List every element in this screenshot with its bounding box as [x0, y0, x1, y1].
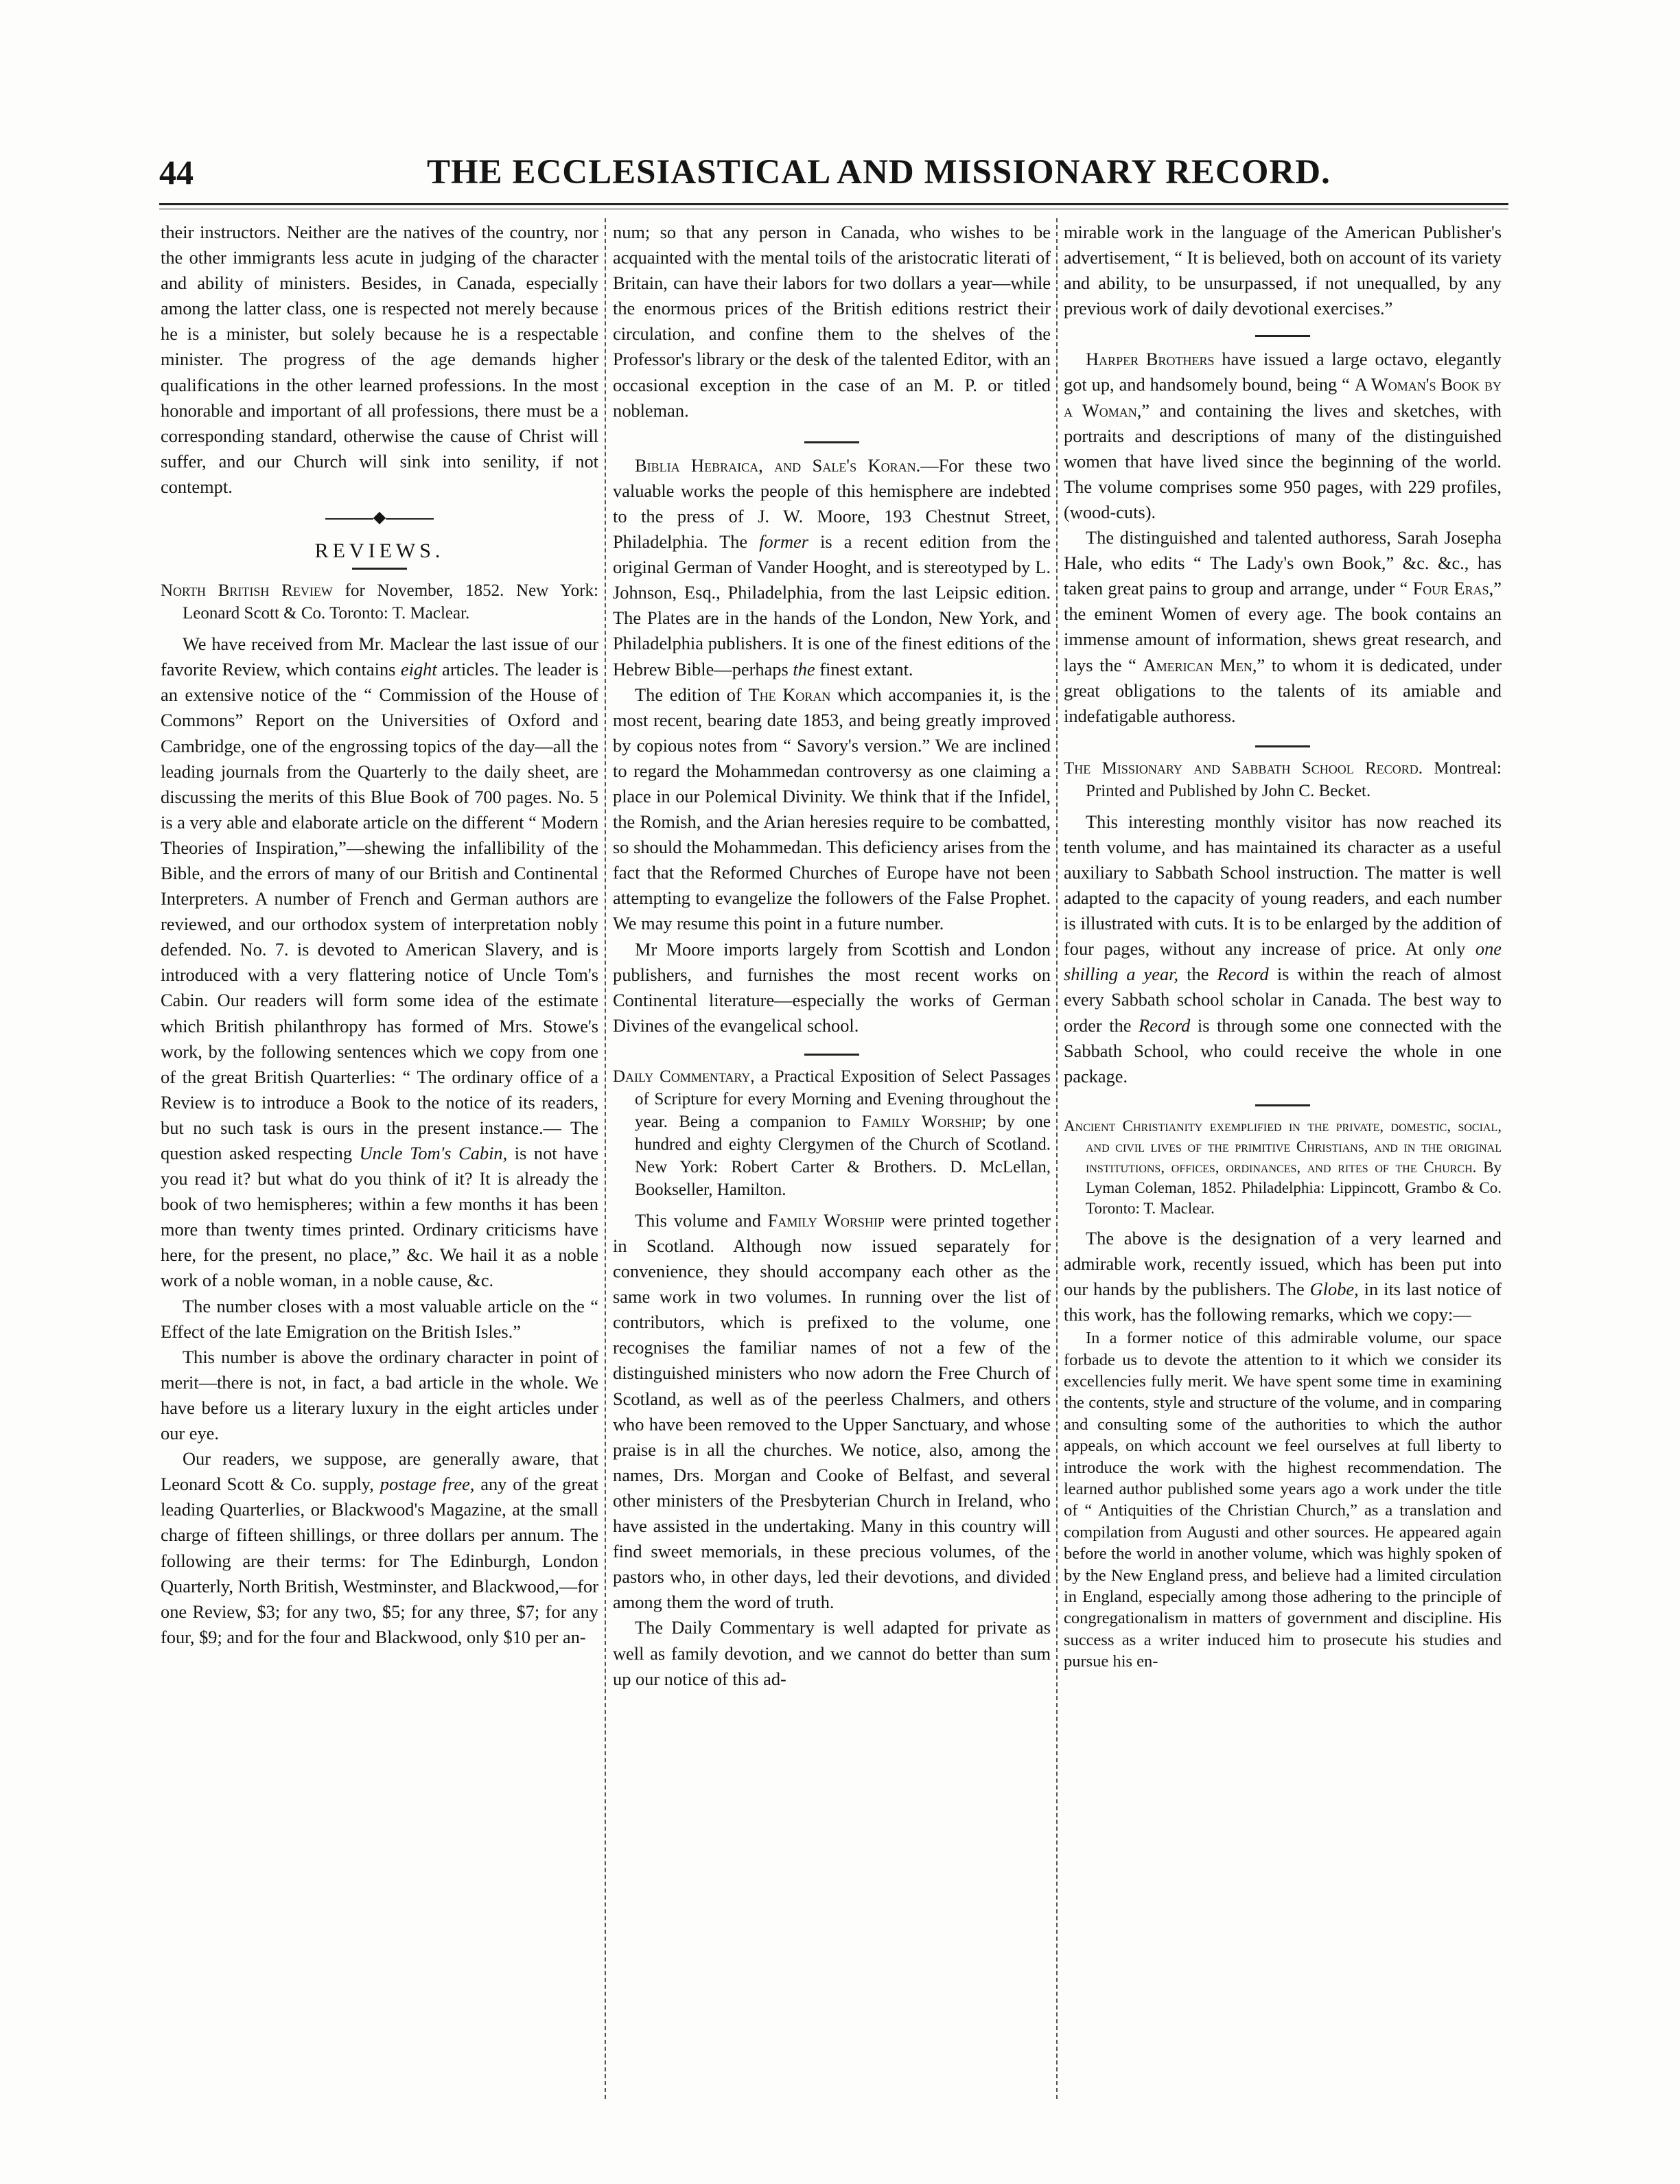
review-details: Montreal: Printed and Published by John C. Becket.	[1086, 758, 1502, 800]
review-entry-north-british	[161, 579, 598, 625]
column-2	[613, 220, 1051, 2141]
review-entry-missionary-record	[1064, 757, 1502, 802]
text-run: the	[1178, 964, 1217, 985]
review-details: a Practical Exposition of Select Passages of Scripture for every Morning and Evening throughout the year. Being a companion to	[635, 1067, 1051, 1131]
paragraph: their instructors. Neither are the natives of the country, nor the other immigrants less acute in judging of the character and ability of ministers. Besides, in Canada, especially among the latter class, one is respected not merely because he is a minister, but solely because he is a respectable minister. The progress of the age demands higher qualifications in the other learned professions. In the most honorable and important of all professions, there must be a corresponding standard, otherwise the cause of Christ will suffer, and our Church will sink into senility, if not contempt.	[161, 222, 598, 497]
text-run: We have received from Mr. Maclear the last issue of our favorite Review, which contains	[161, 634, 598, 680]
paragraph: mirable work in the language of the American Publisher's advertisement, “ It is believed, both on account of its variety and ability, to be unsurpassed, if not unequalled, by any previous work of daily devotional exercises.”	[1064, 222, 1502, 319]
column-1	[161, 220, 598, 2141]
paragraph: The number closes with a most valuable article on the “ Effect of the late Emigration on the British Isles.”	[161, 1295, 598, 1342]
text-run-smallcaps: Family Worship	[767, 1209, 885, 1231]
review-title: The Missionary and Sabbath School Record.	[1064, 758, 1423, 778]
paragraph: The Daily Commentary is well adapted for private as well as family devotion, and we cannot do better than sum up our notice of this ad-	[613, 1617, 1051, 1689]
text-run: is not have you read it? but what do you think of it? It is already the book of two hemispheres; within a few months it has been more than twenty times printed. Ordinary criticisms have here, for the present, no place,” &c. We hail it as a noble work of a noble woman, in a noble cause, &c.	[161, 1143, 598, 1291]
text-run-italic: one shilling a year,	[1064, 938, 1502, 985]
text-run: is a recent edition from the original German of Vander Hooght, and is stereotyped by L. Johnson, Esq., Philadelphia, from the last Leipsic edition. The Plates are in the hands of the London, New York, and Philadelphia publishers. It is one of the finest editions of the Hebrew Bible—perhaps	[613, 531, 1051, 679]
text-run: ” and containing the lives and sketches, with portraits and descriptions of many of the distinguished women that have lived since the beginning of the world. The volume comprises some 950 pages, with 229 profiles, (wood-cuts).	[1064, 399, 1502, 522]
review-title: North British Review	[161, 581, 333, 601]
text-run-smallcaps: Family Worship	[861, 1112, 982, 1131]
page-number: 44	[159, 153, 194, 191]
text-run: The edition of	[635, 684, 749, 705]
review-title: Biblia Hebraica, and Sale's Koran.	[635, 454, 921, 476]
text-run-italic: Uncle Tom's Cabin,	[359, 1143, 508, 1163]
text-run-smallcaps: The Koran	[748, 684, 831, 705]
text-run-italic: Record	[1139, 1014, 1191, 1036]
column-3	[1064, 220, 1502, 2141]
text-run-italic: former	[759, 531, 809, 553]
text-run: any of the great leading Quarterlies, or Blackwood's Magazine, at the small charge of fifteen shillings, or three dollars per annum. The following are their terms: for The Edinburgh, London Quarterly, North British, Westminster, and Blackwood,—for one Review, $3; for any two, $5; for any three, $7; for any four, $9; and for the four and Blackwood, only $10 per an-	[161, 1474, 598, 1647]
review-details: ; by one hundred and eighty Clergymen of the Church of Scotland. New York: Robert Carter & Brothers. D. McLellan, Bookseller, Hamilton.	[635, 1112, 1051, 1199]
text-run-italic: the	[793, 658, 815, 679]
review-entry-ancient-christianity	[1064, 1116, 1502, 1219]
text-run: is within the reach of almost every Sabbath school scholar in Canada. The best way to order the	[1064, 964, 1502, 1036]
text-run-smallcaps: Four Eras,	[1412, 578, 1494, 599]
text-run-smallcaps: American Men,	[1143, 654, 1257, 675]
text-run: The above is the designation of a very learned and admirable work, recently issued, which has been put into our hands by the publishers. The	[1064, 1227, 1502, 1299]
paragraph	[1064, 525, 1502, 729]
text-run: finest extant.	[815, 658, 913, 679]
text-run-italic: eight	[400, 659, 437, 680]
ornament-divider: ◆	[161, 509, 598, 526]
short-rule	[1255, 1104, 1310, 1106]
paragraph	[613, 682, 1051, 937]
paragraph: Mr Moore imports largely from Scottish and London publishers, and furnishes the most recent works on Continental literature—especially the works of German Divines of the evangelical school.	[613, 938, 1051, 1036]
text-run: is through some one connected with the Sabbath School, who could receive the whole in one package.	[1064, 1014, 1502, 1087]
column-divider	[605, 218, 606, 2099]
paragraph	[161, 631, 598, 1293]
section-heading-reviews: REVIEWS.	[314, 539, 445, 563]
text-run: articles. The leader is an extensive notice of the “ Commission of the House of Commons” Report on the Universities of Oxford and Cambridge, one of the engrossing topics of the day—all the leading journals from the Quarterly to the daily sheet, are discussing the merits of this Blue Book of 700 pages. No. 5 is a very able and elaborate article on the different “ Modern Theories of Inspiration,”—shewing the infallibility of the Bible, and the errors of many of our British and Continental Interpreters. A number of French and German authors are reviewed, and our orthodox system of interpretation nobly defended. No. 7. is devoted to American Slavery, and is introduced with a very flattering notice of Uncle Tom's Cabin. Our readers will form some idea of the estimate which British philanthropy has formed of Mrs. Stowe's work, by the following sentences which we copy from one of the great British Quarterlies: “ The ordinary office of a Review is to introduce a Book to the notice of its readers, but no such task is ours in the present instance.— The question asked respecting	[161, 659, 598, 1163]
text-run-italic: Globe,	[1309, 1279, 1359, 1299]
text-run-italic: Record	[1217, 964, 1269, 985]
text-run-smallcaps: A Woman's Book by a Woman,	[1064, 374, 1502, 421]
review-details: By Lyman Coleman, 1852. Philadelphia: Lippincott, Grambo & Co. Toronto: T. Maclear.	[1086, 1158, 1502, 1217]
text-run: ” to whom it is dedicated, under great obligations to the talents of its amiable and indefatigable authoress.	[1064, 654, 1502, 726]
text-run: The distinguished and talented authoress, Sarah Josepha Hale, who edits “ The Lady's own Book,” &c. &c., has taken great pains to group and arrange, under “	[1064, 527, 1502, 599]
text-run: Our readers, we suppose, are generally aware, that Leonard Scott & Co. supply,	[161, 1448, 598, 1495]
short-rule	[1255, 335, 1310, 337]
review-title: Daily Commentary,	[613, 1067, 755, 1086]
paragraph	[161, 1446, 598, 1650]
text-run: This interesting monthly visitor has now reached its tenth volume, and has maintained its character as a useful auxiliary to Sabbath School instruction. The matter is well adapted to the capacity of young readers, and each number is illustrated with cuts. It is to be enlarged by the addition of four pages, without any increase of price. At only	[1064, 811, 1502, 960]
short-rule	[1255, 745, 1310, 747]
paragraph: This number is above the ordinary character in point of merit—there is not, in fact, a bad article in the whole. We have before us a literary luxury in the eight articles under our eye.	[161, 1346, 598, 1444]
text-run: This volume and	[635, 1209, 768, 1231]
text-run: —For these two valuable works the people of this hemisphere are indebted to the press of J. W. Moore, 193 Chestnut Street, Philadelphia. The	[613, 454, 1051, 553]
paragraph	[613, 1208, 1051, 1616]
review-entry-daily-commentary	[613, 1065, 1051, 1201]
review-details: for November, 1852. New York: Leonard Scott & Co. Toronto: T. Maclear.	[183, 581, 598, 623]
review-entry-biblia-hebraica	[613, 453, 1051, 682]
page-header	[159, 152, 1532, 200]
text-run: were printed together in Scotland. Although now issued separately for convenience, they should accompany each other as the same work in two volumes. In running over the list of contributors, which is prefixed to the volume, one recognises the familiar names of not a few of the distinguished ministers who now adorn the Free Church of Scotland, as well as of the peerless Chalmers, and others who have been removed to the Upper Sanctuary, and whose praise is in all the churches. We notice, also, among the names, Drs. Morgan and Cooke of Belfast, and several other ministers of the Presbyterian Church in Ireland, who have assisted in the undertaking. Many in this country will find sweet memorials, in these precious volumes, of the pastors who, in other days, led their devotions, and divided among them the word of truth.	[613, 1209, 1051, 1613]
text-run-italic: postage free,	[380, 1474, 475, 1495]
text-run: have issued a large octavo, elegantly got up, and handsomely bound, being “	[1064, 349, 1502, 395]
short-rule	[804, 441, 859, 443]
review-title: Ancient Christianity exemplified in the private, domestic, social, and civil lives of the primitive Christians, and in the original institutions, offices, ordinances, and rites of the Church.	[1064, 1117, 1502, 1176]
text-run: which accompanies it, is the most recent, bearing date 1853, and being greatly improved by copious notes from “ Savory's version.” We are inclined to regard the Mohammedan controversy as one claiming a place in our Polemical Divinity. We think that if the Infidel, the Romish, and the Arian heresies require to be combatted, so should the Mohammedan. This deficiency arises from the fact that the Reformed Churches of Europe have not been attempting to evangelize the followers of the False Prophet. We may resume this point in a future number.	[613, 684, 1051, 934]
paragraph: num; so that any person in Canada, who wishes to be acquainted with the mental toils of the aristocratic literati of Britain, can have their labors for two dollars a year—while the enormous prices of the British editions restrict their circulation, and confine them to the shelves of the Professor's library or the desk of the talented Editor, with an occasional exception in the case of an M. P. or titled nobleman.	[613, 222, 1051, 421]
paragraph	[1064, 809, 1502, 1089]
text-run: in its last notice of this work, has the following remarks, which we copy:—	[1064, 1279, 1502, 1325]
quoted-passage: In a former notice of this admirable volume, our space forbade us to devote the attention to it which we consider its excellencies fully merit. We have spent some time in examining the contents, style and structure of the volume, and in comparing and consulting some of the authorities to which the author appeals, on which account we feel ourselves at full liberty to introduce the work with the highest recommendation. The learned author published some years ago a work under the title of “ Antiquities of the Christian Church,” as a translation and compilation from Augusti and other sources. He appeared again before the world in another volume, which was highly spoken of by the New England press, and believe had a limited circulation in England, especially among those adhering to the principle of congregationalism in matters of government and discipline. His success as a writer induced him to prosecute his studies and pursue his en-	[1064, 1329, 1502, 1671]
review-entry-harper	[1064, 347, 1502, 525]
short-rule	[352, 568, 407, 570]
review-title: Harper Brothers	[1086, 349, 1215, 370]
short-rule	[804, 1054, 859, 1056]
column-divider	[1056, 218, 1058, 2099]
header-rule	[159, 203, 1508, 209]
text-run: ” the eminent Women of every age. The book contains an immense amount of information, shews great research, and lays the “	[1064, 578, 1502, 675]
paragraph	[1064, 1226, 1502, 1327]
journal-title: THE ECCLESIASTICAL AND MISSIONARY RECORD.	[427, 153, 1331, 191]
